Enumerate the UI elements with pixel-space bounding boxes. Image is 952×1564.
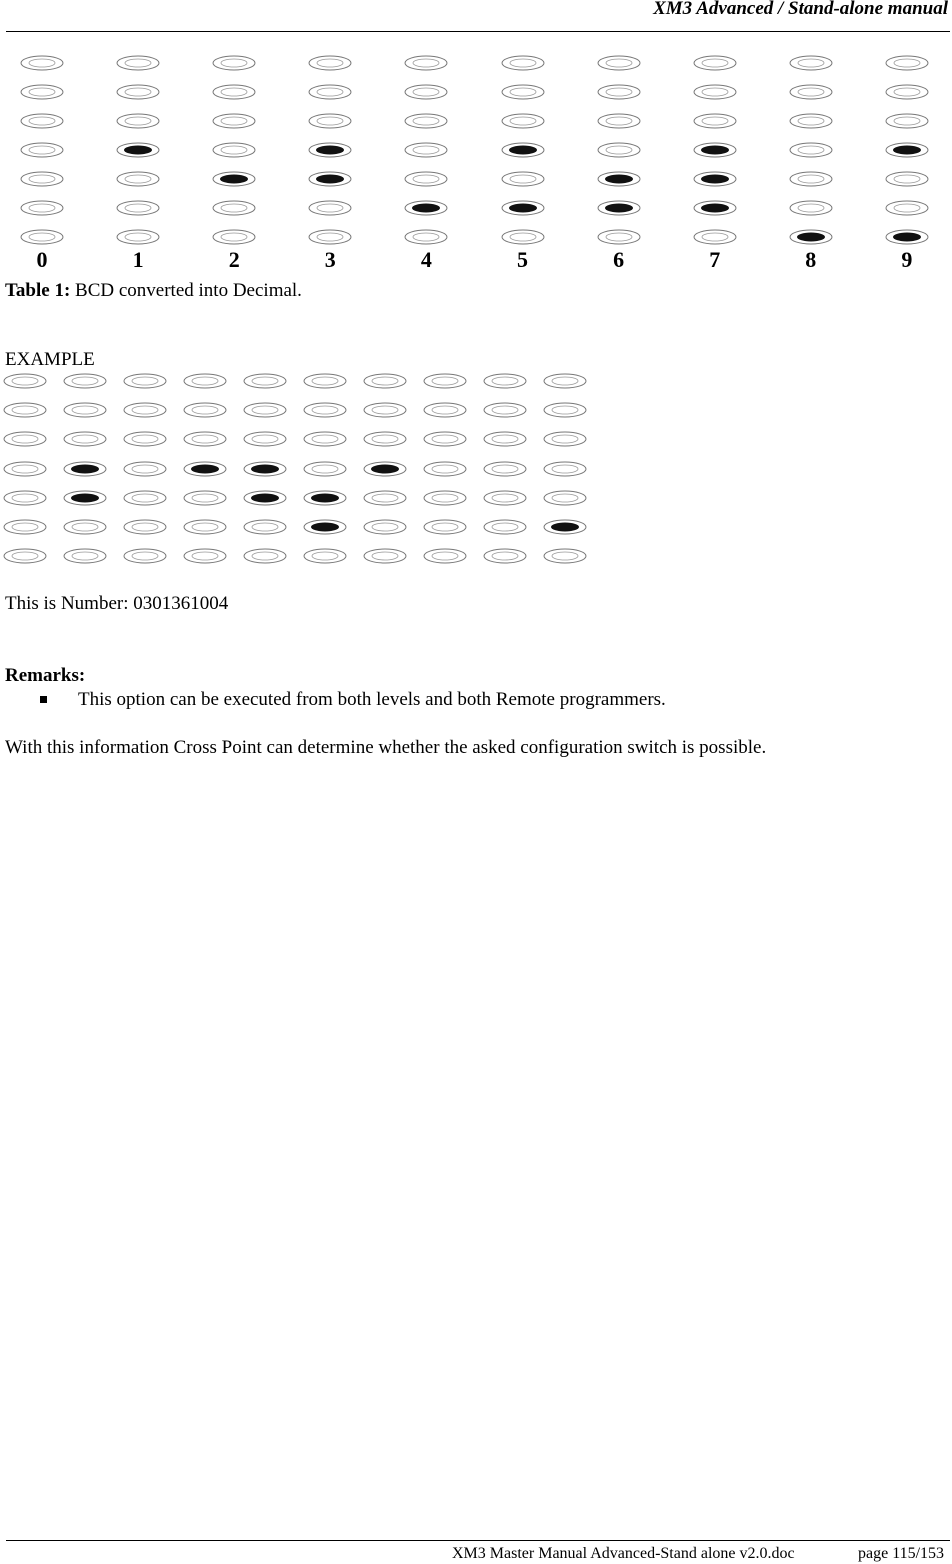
led-on-icon bbox=[501, 142, 545, 158]
led-off-icon bbox=[501, 55, 545, 71]
led-off-icon bbox=[183, 490, 227, 506]
led-off-icon bbox=[123, 373, 167, 389]
led-off-icon bbox=[789, 113, 833, 129]
led-off-icon bbox=[404, 229, 448, 245]
led-off-icon bbox=[20, 84, 64, 100]
closing-paragraph: With this information Cross Point can determine whether the asked configuration switch is possible. bbox=[5, 737, 767, 758]
led-off-icon bbox=[693, 113, 737, 129]
led-off-icon bbox=[116, 55, 160, 71]
led-off-icon bbox=[3, 548, 47, 564]
led-off-icon bbox=[243, 519, 287, 535]
led-off-icon bbox=[123, 490, 167, 506]
bcd-digit-label: 3 bbox=[324, 247, 336, 272]
led-off-icon bbox=[423, 461, 467, 477]
header-divider bbox=[6, 31, 950, 32]
led-off-icon bbox=[183, 402, 227, 418]
led-off-icon bbox=[123, 548, 167, 564]
led-off-icon bbox=[20, 229, 64, 245]
led-on-icon bbox=[303, 519, 347, 535]
led-off-icon bbox=[212, 113, 256, 129]
led-off-icon bbox=[885, 84, 929, 100]
led-on-icon bbox=[363, 461, 407, 477]
led-off-icon bbox=[20, 200, 64, 216]
led-on-icon bbox=[693, 142, 737, 158]
footer-page-number: page 115/153 bbox=[858, 1545, 945, 1562]
led-off-icon bbox=[501, 113, 545, 129]
led-on-icon bbox=[789, 229, 833, 245]
footer-document-name: XM3 Master Manual Advanced-Stand alone v2.0.doc bbox=[452, 1545, 795, 1562]
led-off-icon bbox=[789, 171, 833, 187]
led-off-icon bbox=[20, 142, 64, 158]
led-on-icon bbox=[303, 490, 347, 506]
led-off-icon bbox=[116, 200, 160, 216]
led-off-icon bbox=[363, 519, 407, 535]
led-off-icon bbox=[789, 84, 833, 100]
led-off-icon bbox=[308, 55, 352, 71]
led-off-icon bbox=[423, 490, 467, 506]
led-off-icon bbox=[483, 402, 527, 418]
led-off-icon bbox=[303, 402, 347, 418]
led-off-icon bbox=[543, 431, 587, 447]
led-off-icon bbox=[693, 55, 737, 71]
led-on-icon bbox=[63, 461, 107, 477]
led-off-icon bbox=[243, 431, 287, 447]
led-off-icon bbox=[885, 113, 929, 129]
led-on-icon bbox=[597, 200, 641, 216]
led-off-icon bbox=[63, 548, 107, 564]
led-off-icon bbox=[303, 431, 347, 447]
led-on-icon bbox=[243, 461, 287, 477]
bcd-digit-label: 7 bbox=[709, 247, 721, 272]
bcd-digit-label: 0 bbox=[36, 247, 48, 272]
bcd-digit-label: 6 bbox=[613, 247, 625, 272]
bcd-digit-label: 2 bbox=[228, 247, 240, 272]
led-off-icon bbox=[116, 171, 160, 187]
led-off-icon bbox=[183, 548, 227, 564]
led-off-icon bbox=[501, 229, 545, 245]
led-on-icon bbox=[116, 142, 160, 158]
led-off-icon bbox=[116, 113, 160, 129]
led-off-icon bbox=[693, 229, 737, 245]
led-off-icon bbox=[183, 431, 227, 447]
led-off-icon bbox=[789, 200, 833, 216]
led-off-icon bbox=[303, 461, 347, 477]
led-off-icon bbox=[483, 548, 527, 564]
led-off-icon bbox=[483, 431, 527, 447]
bcd-digit-label: 8 bbox=[805, 247, 817, 272]
led-off-icon bbox=[212, 84, 256, 100]
led-on-icon bbox=[885, 229, 929, 245]
led-off-icon bbox=[123, 461, 167, 477]
led-off-icon bbox=[789, 142, 833, 158]
led-off-icon bbox=[423, 519, 467, 535]
footer-divider bbox=[6, 1540, 950, 1541]
led-off-icon bbox=[885, 200, 929, 216]
led-off-icon bbox=[404, 171, 448, 187]
led-off-icon bbox=[63, 431, 107, 447]
led-off-icon bbox=[123, 431, 167, 447]
led-off-icon bbox=[308, 200, 352, 216]
led-off-icon bbox=[123, 402, 167, 418]
led-off-icon bbox=[183, 373, 227, 389]
led-off-icon bbox=[404, 142, 448, 158]
table-caption-text: BCD converted into Decimal. bbox=[70, 280, 302, 301]
example-label: EXAMPLE bbox=[5, 349, 95, 370]
led-on-icon bbox=[212, 171, 256, 187]
led-off-icon bbox=[543, 490, 587, 506]
led-on-icon bbox=[243, 490, 287, 506]
bcd-digit-label: 5 bbox=[517, 247, 528, 272]
led-off-icon bbox=[243, 402, 287, 418]
led-off-icon bbox=[543, 461, 587, 477]
led-on-icon bbox=[693, 171, 737, 187]
led-off-icon bbox=[693, 84, 737, 100]
led-off-icon bbox=[363, 402, 407, 418]
led-off-icon bbox=[363, 431, 407, 447]
header-title: XM3 Advanced / Stand-alone manual bbox=[653, 0, 948, 19]
led-off-icon bbox=[597, 142, 641, 158]
led-on-icon bbox=[885, 142, 929, 158]
remarks-title: Remarks: bbox=[5, 665, 86, 686]
led-off-icon bbox=[501, 84, 545, 100]
led-off-icon bbox=[483, 490, 527, 506]
led-on-icon bbox=[597, 171, 641, 187]
led-off-icon bbox=[404, 84, 448, 100]
led-off-icon bbox=[116, 229, 160, 245]
led-off-icon bbox=[243, 548, 287, 564]
led-on-icon bbox=[501, 200, 545, 216]
led-off-icon bbox=[212, 55, 256, 71]
led-off-icon bbox=[3, 490, 47, 506]
led-off-icon bbox=[212, 142, 256, 158]
bcd-digit-label: 4 bbox=[420, 247, 432, 272]
led-off-icon bbox=[597, 55, 641, 71]
led-off-icon bbox=[423, 373, 467, 389]
led-off-icon bbox=[363, 548, 407, 564]
led-on-icon bbox=[543, 519, 587, 535]
led-off-icon bbox=[404, 113, 448, 129]
led-on-icon bbox=[693, 200, 737, 216]
led-off-icon bbox=[501, 171, 545, 187]
table-caption-label: Table 1: bbox=[5, 280, 71, 301]
led-off-icon bbox=[20, 171, 64, 187]
led-off-icon bbox=[3, 431, 47, 447]
led-off-icon bbox=[303, 373, 347, 389]
led-on-icon bbox=[183, 461, 227, 477]
led-off-icon bbox=[63, 519, 107, 535]
led-off-icon bbox=[63, 373, 107, 389]
led-off-icon bbox=[543, 373, 587, 389]
led-off-icon bbox=[116, 84, 160, 100]
led-off-icon bbox=[597, 113, 641, 129]
bcd-digit-label: 9 bbox=[901, 247, 913, 272]
led-off-icon bbox=[123, 519, 167, 535]
table-caption bbox=[5, 279, 302, 303]
led-off-icon bbox=[212, 229, 256, 245]
led-off-icon bbox=[20, 113, 64, 129]
led-off-icon bbox=[3, 373, 47, 389]
led-off-icon bbox=[20, 55, 64, 71]
led-off-icon bbox=[423, 402, 467, 418]
led-on-icon bbox=[308, 142, 352, 158]
led-off-icon bbox=[597, 229, 641, 245]
led-off-icon bbox=[885, 171, 929, 187]
led-off-icon bbox=[3, 402, 47, 418]
led-off-icon bbox=[243, 373, 287, 389]
led-off-icon bbox=[789, 55, 833, 71]
led-off-icon bbox=[63, 402, 107, 418]
led-off-icon bbox=[483, 373, 527, 389]
led-off-icon bbox=[543, 548, 587, 564]
example-number: This is Number: 0301361004 bbox=[5, 593, 229, 614]
led-off-icon bbox=[363, 373, 407, 389]
remark-bullet-text: This option can be executed from both levels and both Remote programmers. bbox=[78, 689, 666, 710]
led-off-icon bbox=[183, 519, 227, 535]
led-off-icon bbox=[597, 84, 641, 100]
led-on-icon bbox=[404, 200, 448, 216]
led-off-icon bbox=[543, 402, 587, 418]
led-off-icon bbox=[423, 431, 467, 447]
bcd-digit-label: 1 bbox=[132, 247, 144, 272]
led-off-icon bbox=[303, 548, 347, 564]
led-off-icon bbox=[423, 548, 467, 564]
led-off-icon bbox=[3, 461, 47, 477]
led-off-icon bbox=[363, 490, 407, 506]
square-bullet-icon bbox=[40, 696, 47, 703]
led-off-icon bbox=[483, 461, 527, 477]
led-off-icon bbox=[483, 519, 527, 535]
led-off-icon bbox=[308, 84, 352, 100]
led-off-icon bbox=[212, 200, 256, 216]
led-off-icon bbox=[308, 229, 352, 245]
led-off-icon bbox=[3, 519, 47, 535]
led-on-icon bbox=[63, 490, 107, 506]
led-off-icon bbox=[404, 55, 448, 71]
led-on-icon bbox=[308, 171, 352, 187]
led-off-icon bbox=[308, 113, 352, 129]
led-off-icon bbox=[885, 55, 929, 71]
